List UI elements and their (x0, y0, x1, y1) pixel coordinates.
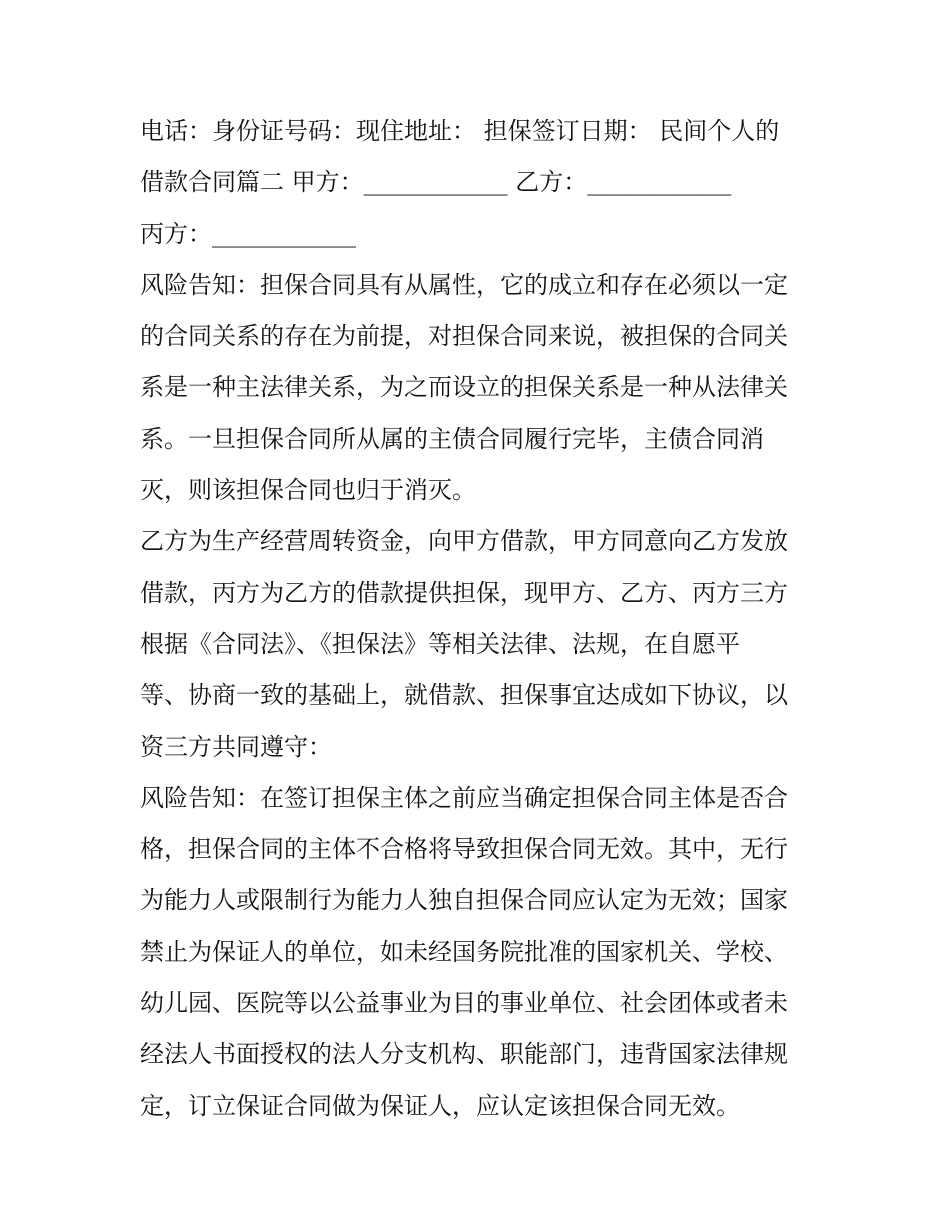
text-line: 系。一旦担保合同所从属的主债合同履行完毕，主债合同消 (140, 424, 764, 453)
text-line: 借款合同篇二 甲方：____________ 乙方：____________ (140, 168, 732, 197)
text-line: 资三方共同遵守： (140, 732, 332, 761)
text-line: 格，担保合同的主体不合格将导致担保合同无效。其中，无行 (140, 835, 788, 864)
text-line: 幼儿园、医院等以公益事业为目的事业单位、社会团体或者未 (140, 989, 788, 1018)
text-line: 风险告知：在签订担保主体之前应当确定担保合同主体是否合 (140, 783, 788, 812)
text-line: 系是一种主法律关系，为之而设立的担保关系是一种从法律关 (140, 373, 788, 402)
text-line: 电话：身份证号码：现住地址： 担保签订日期： 民间个人的 (140, 117, 780, 145)
text-line: 灭，则该担保合同也归于消灭。 (140, 476, 476, 505)
text-line: 经法人书面授权的法人分支机构、职能部门，违背国家法律规 (140, 1040, 788, 1069)
text-line: 的合同关系的存在为前提，对担保合同来说，被担保的合同关 (140, 322, 788, 351)
text-line: 定，订立保证合同做为保证人，应认定该担保合同无效。 (140, 1091, 740, 1120)
text-line: 借款，丙方为乙方的借款提供担保，现甲方、乙方、丙方三方 (140, 578, 788, 607)
text-line: 禁止为保证人的单位，如未经国务院批准的国家机关、学校、 (140, 937, 788, 966)
text-line: 为能力人或限制行为能力人独自担保合同应认定为无效；国家 (140, 886, 788, 915)
text-line: 丙方：____________ (140, 219, 356, 248)
text-line: 根据《合同法》、《担保法》等相关法律、法规，在自愿平 (140, 629, 740, 658)
document-body (140, 106, 815, 1132)
text-line: 风险告知：担保合同具有从属性，它的成立和存在必须以一定 (140, 270, 788, 299)
text-line: 等、协商一致的基础上，就借款、担保事宜达成如下协议，以 (140, 681, 788, 710)
text-line: 乙方为生产经营周转资金，向甲方借款，甲方同意向乙方发放 (140, 527, 788, 556)
